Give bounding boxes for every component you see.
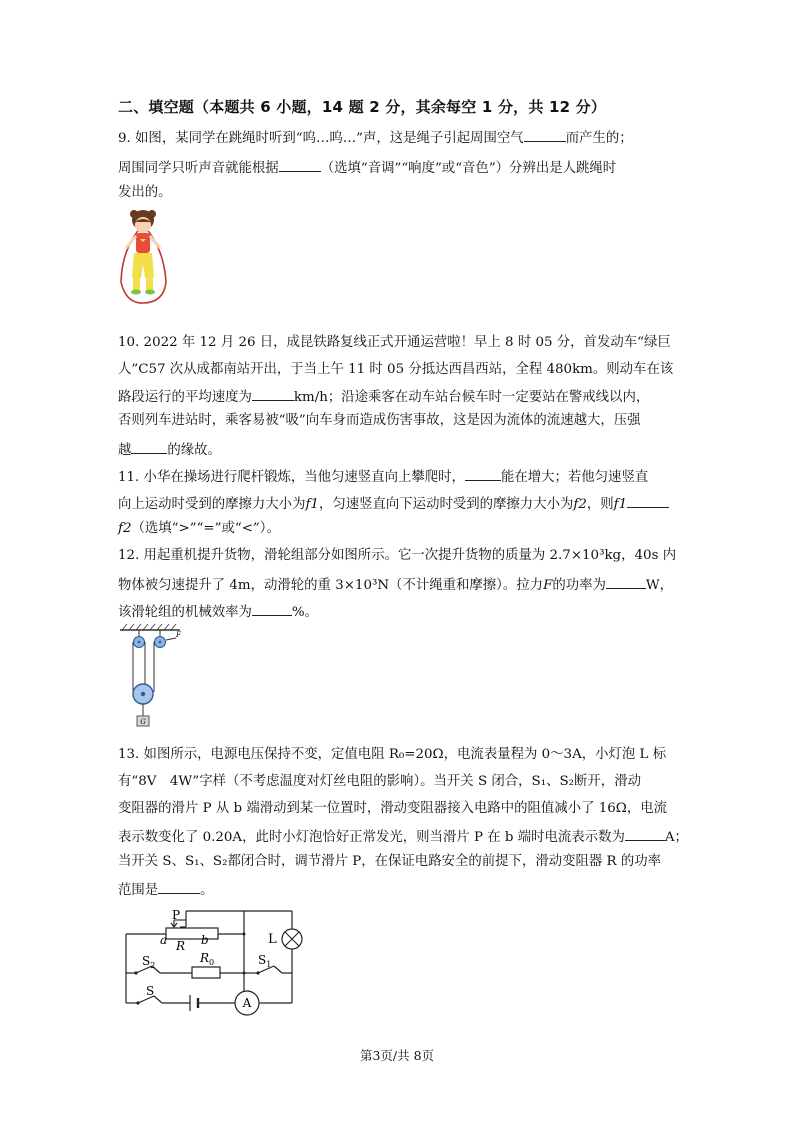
q9-line-2 bbox=[118, 157, 616, 178]
page-footer: 第3页/共 8页 bbox=[359, 1048, 435, 1063]
q9-blank-2[interactable] bbox=[279, 157, 321, 172]
q12-blank-1[interactable] bbox=[606, 574, 646, 589]
q9-blank-1[interactable] bbox=[524, 127, 566, 142]
lamp-L-label: L bbox=[268, 932, 277, 947]
q11-text: 向上运动时受到的摩擦力大小为 bbox=[118, 497, 306, 512]
q10-line-3 bbox=[118, 386, 649, 407]
slider-P-label: P bbox=[172, 908, 181, 922]
q13-text: 。 bbox=[200, 883, 214, 898]
f1-symbol: f1 bbox=[613, 497, 628, 512]
q10-blank-1[interactable] bbox=[252, 386, 294, 401]
force-symbol: F bbox=[543, 578, 553, 593]
f1-symbol: f1 bbox=[305, 497, 319, 512]
q13-line-4 bbox=[118, 826, 688, 847]
q11-blank-1[interactable] bbox=[465, 466, 501, 481]
q13-line-1: 13. 如图所示，电源电压保持不变，定值电阻 R₀=20Ω，电流表量程为 0～3A，小灯泡 L 标 bbox=[118, 747, 667, 762]
weight-label: G bbox=[140, 718, 146, 726]
q12-text: %。 bbox=[291, 605, 319, 620]
q11-line-1 bbox=[118, 466, 648, 487]
q11-line-3 bbox=[118, 520, 280, 538]
section-title: 二、填空题（本题共 6 小题，14 题 2 分，其余每空 1 分，共 12 分） bbox=[118, 98, 607, 116]
q13-text: 范围是 bbox=[118, 883, 159, 898]
switch-S1-label: $S_1$ bbox=[258, 953, 272, 969]
q11-text: ，则 bbox=[586, 497, 614, 512]
q10-line-2: 人”C57 次从成都南站开出，于当上午 11 时 05 分抵达西昌西站，全程 480km。则动车在该 bbox=[118, 362, 674, 377]
q11-text: ，匀速竖直向下运动时受到的摩擦力大小为 bbox=[318, 497, 574, 512]
q12-line-2 bbox=[118, 574, 673, 595]
q12-blank-2[interactable] bbox=[252, 601, 292, 616]
f2-symbol: f2 bbox=[573, 497, 587, 512]
q13-line-2: 有“8V 4W”字样（不考虑温度对灯丝电阻的影响）。当开关 S 闭合，S₁、S₂断开，滑动 bbox=[118, 774, 641, 789]
q12-text: 物体被匀速提升了 4m，动滑轮的重 3×10³N（不计绳重和摩擦）。拉力 bbox=[118, 578, 544, 593]
q11-line-2 bbox=[118, 493, 669, 514]
R0-label: $R_0$ bbox=[200, 951, 215, 967]
q10-text: 路段运行的平均速度为 bbox=[118, 390, 252, 405]
pulley-system-diagram bbox=[118, 622, 188, 732]
ammeter-A-label: A bbox=[242, 996, 252, 1010]
switch-S2-label: $S_2$ bbox=[142, 954, 156, 970]
q13-blank-2[interactable] bbox=[158, 879, 200, 894]
switch-S-label: S bbox=[146, 984, 155, 998]
q12-text: W， bbox=[645, 578, 674, 593]
q10-line-5 bbox=[118, 439, 221, 460]
q10-text: km/h；沿途乘客在动车站台候车时一定要站在警戒线以内， bbox=[293, 390, 650, 405]
q13-text: A； bbox=[664, 830, 688, 845]
q13-line-6 bbox=[118, 879, 214, 900]
q13-line-3: 变阻器的滑片 P 从 b 端滑动到某一位置时，滑动变阻器接入电路中的阻值减小了 16Ω，电流 bbox=[118, 801, 668, 816]
q9-text: 周围同学只听声音就能根据 bbox=[118, 161, 279, 176]
q13-blank-1[interactable] bbox=[625, 826, 665, 841]
q9-line-1 bbox=[118, 127, 633, 148]
q12-line-3 bbox=[118, 601, 318, 622]
q12-text: 的功率为 bbox=[552, 578, 606, 593]
q13-text: 表示数变化了 0.20A，此时小灯泡恰好正常发光，则当滑片 P 在 b 端时电流表示数为 bbox=[118, 830, 625, 845]
f2-symbol: f2 bbox=[118, 521, 132, 536]
q9-text: 9. 如图，某同学在跳绳时听到“呜…呜…”声，这是绳子引起周围空气 bbox=[118, 131, 524, 146]
q13-line-5: 当开关 S、S₁、S₂都闭合时，调节滑片 P，在保证电路安全的前提下，滑动变阻器 R 的功率 bbox=[118, 854, 662, 869]
q11-blank-2[interactable] bbox=[627, 493, 669, 508]
q10-line-1: 10. 2022 年 12 月 26 日，成昆铁路复线正式开通运营啦！早上 8 时 05 分，首发动车“绿巨 bbox=[118, 335, 671, 350]
q10-text: 的缘故。 bbox=[167, 443, 221, 458]
circuit-diagram bbox=[118, 903, 308, 1025]
q9-line-3: 发出的。 bbox=[118, 185, 172, 200]
q11-text: 11. 小华在操场进行爬杆锻炼，当他匀速竖直向上攀爬时， bbox=[118, 470, 465, 485]
rheostat-R-label: R bbox=[176, 939, 186, 953]
q10-text: 越 bbox=[118, 443, 132, 458]
end-b-label: b bbox=[201, 933, 209, 947]
q9-text: 而产生的； bbox=[565, 131, 633, 146]
q11-text: 能在增大；若他匀速竖直 bbox=[500, 470, 649, 485]
q10-line-4: 否则列车进站时，乘客易被“吸”向车身而造成伤害事故，这是因为流体的流速越大，压强 bbox=[118, 413, 641, 428]
rope-skipping-girl-figure bbox=[118, 208, 168, 308]
q11-text: （选填“>”“=”或“<”）。 bbox=[131, 521, 280, 536]
q12-line-1: 12. 用起重机提升货物，滑轮组部分如图所示。它一次提升货物的质量为 2.7×10³kg，40s 内 bbox=[118, 548, 677, 563]
q12-text: 该滑轮组的机械效率为 bbox=[118, 605, 252, 620]
q10-blank-2[interactable] bbox=[131, 439, 167, 454]
q9-text: （选填“音调”“响度”或“音色”）分辨出是人跳绳时 bbox=[320, 161, 617, 176]
end-a-label: a bbox=[160, 933, 168, 947]
force-label: F bbox=[176, 631, 181, 639]
